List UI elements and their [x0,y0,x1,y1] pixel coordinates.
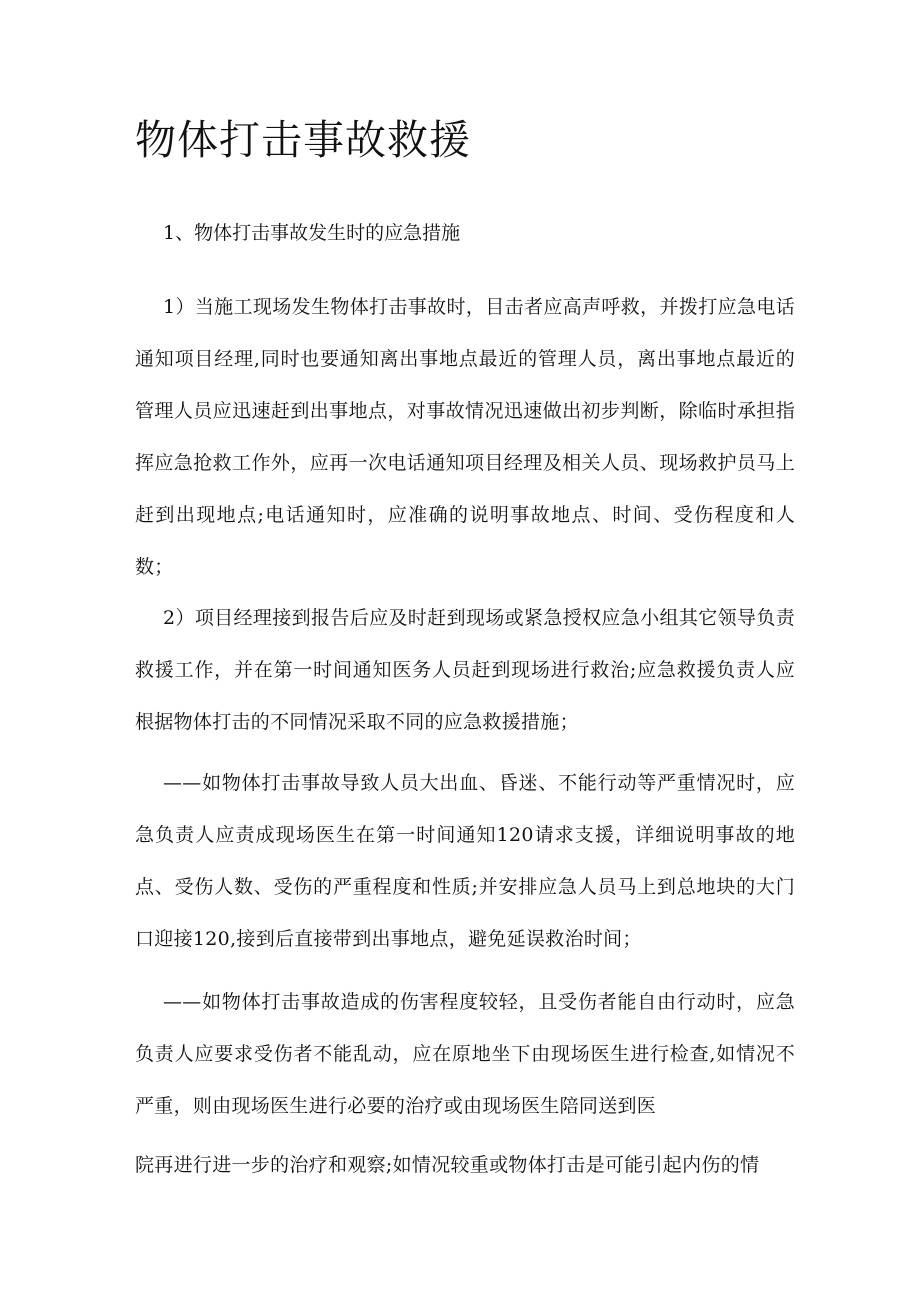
document-title: 物体打击事故救援 [135,116,471,164]
paragraph-3: ——如物体打击事故导致人员大出血、昏迷、不能行动等严重情况时，应急负责人应责成现场医生在第一时间通知120请求支援，详细说明事故的地点、受伤人数、受伤的严重程度和性质;并安排应急人员马上到总地块的大门口迎接120,接到后直接带到出事地点，避免延误救治时间； [135,772,795,950]
section-heading: 1、物体打击事故发生时的应急措施 [163,222,461,244]
paragraph-2: 2）项目经理接到报告后应及时赶到现场或紧急授权应急小组其它领导负责救援工作，并在第一时间通知医务人员赶到现场进行救治;应急救援负责人应根据物体打击的不同情况采取不同的应急救援措施； [135,607,795,733]
paragraph-1: 1）当施工现场发生物体打击事故时，目击者应高声呼救，并拨打应急电话通知项目经理,同时也要通知离出事地点最近的管理人员，离出事地点最近的管理人员应迅速赶到出事地点，对事故情况迅速做出初步判断，除临时承担指挥应急抢救工作外，应再一次电话通知项目经理及相关人员、现场救护员马上赶到出现地点;电话通知时，应准确的说明事故地点、时间、受伤程度和人数； [135,296,795,578]
paragraph-5: 院再进行进一步的治疗和观察;如情况较重或物体打击是可能引起内伤的情 [135,1154,760,1176]
paragraph-4: ——如物体打击事故造成的伤害程度较轻，且受伤者能自由行动时，应急负责人应要求受伤者不能乱动，应在原地坐下由现场医生进行检查,如情况不严重，则由现场医生进行必要的治疗或由现场医生陪同送到医 [135,991,795,1117]
